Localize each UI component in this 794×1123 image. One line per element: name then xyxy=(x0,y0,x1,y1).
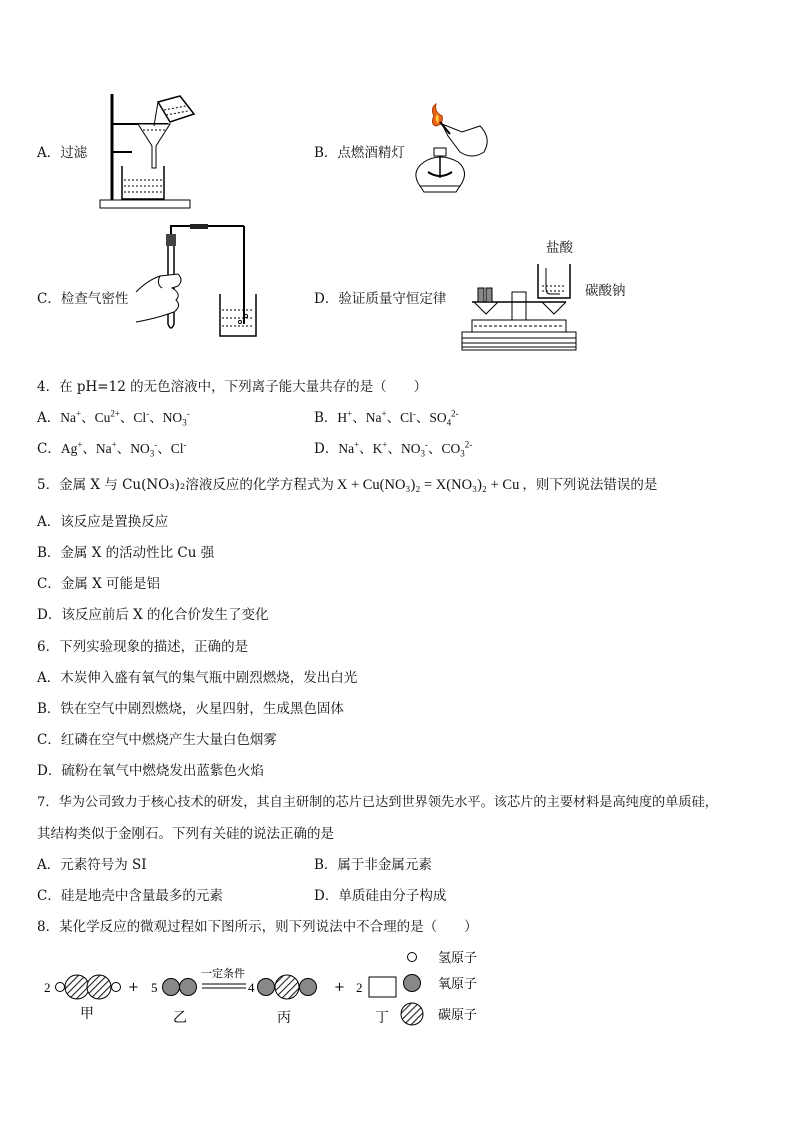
filtration-apparatus-figure xyxy=(98,88,208,213)
q8-stem: 8．某化学反应的微观过程如下图所示，则下列说法中不合理的是（ ） xyxy=(37,919,478,935)
ion-formula: Na+ xyxy=(365,408,387,425)
ion-formula: Na+ xyxy=(95,439,117,456)
separator: 、 xyxy=(359,441,373,457)
oxygen-atom xyxy=(163,979,180,996)
balance-figure xyxy=(462,258,578,354)
ion-formula: Na+ xyxy=(338,439,360,456)
legend-oxygen-label: 氧原子 xyxy=(438,977,478,992)
q7-option-a: A．元素符号为 SI xyxy=(37,857,147,873)
ion-formula: $SO_4^{2-}$ xyxy=(429,408,459,428)
coef-yi: 5 xyxy=(151,980,158,995)
q3-option-d: D．验证质量守恒定律 xyxy=(314,291,447,307)
label-jia: 甲 xyxy=(80,1006,94,1022)
q6-stem: 6．下列实验现象的描述，正确的是 xyxy=(37,639,249,655)
option-prefix: D． xyxy=(314,441,339,457)
ion-formula: Cl- xyxy=(133,408,150,425)
ion-formula: $NO_3^-$ xyxy=(162,408,190,428)
legend-carbon-icon xyxy=(401,1003,423,1025)
oxygen-atom xyxy=(180,979,197,996)
q4-option-d xyxy=(314,437,472,459)
hcl-label: 盐酸 xyxy=(546,240,573,256)
q6-option-a: A．木炭伸入盛有氧气的集气瓶中剧烈燃烧，发出白光 xyxy=(37,670,358,686)
carbon-atom xyxy=(87,975,111,999)
q7-stem-line1: 7．华为公司致力于核心技术的研发，其自主研制的芯片已达到世界领先水平。该芯片的主要材料是高纯度的单质硅， xyxy=(37,795,718,810)
q5-equation: X + Cu(NO₃)₂ = X(NO₃)₂ + Cu xyxy=(336,477,520,493)
hydrogen-atom xyxy=(112,983,121,992)
separator: 、 xyxy=(415,410,430,426)
option-prefix: A． xyxy=(37,410,61,426)
q7-option-d: D．单质硅由分子构成 xyxy=(314,888,447,904)
legend-carbon-label: 碳原子 xyxy=(438,1008,478,1023)
q3-option-a: A．过滤 xyxy=(37,145,88,161)
separator: 、 xyxy=(352,410,366,426)
q3-option-b: B．点燃酒精灯 xyxy=(314,145,405,161)
ion-formula: Na+ xyxy=(60,408,82,425)
plus-sign: + xyxy=(334,980,345,995)
q5-option-c: C．金属 X 可能是铝 xyxy=(37,576,161,592)
ion-formula: $NO_3^-$ xyxy=(400,439,428,459)
carbon-atom xyxy=(65,975,89,999)
q7-stem-line2: 其结构类似于金刚石。下列有关硅的说法正确的是 xyxy=(37,826,334,842)
q5-stem xyxy=(37,473,657,494)
ion-formula: K+ xyxy=(372,439,388,456)
condition-label: 一定条件 xyxy=(201,967,245,980)
reaction-diagram xyxy=(0,940,794,1040)
coef-jia: 2 xyxy=(44,980,51,995)
sodium-carbonate-label: 碳酸钠 xyxy=(585,283,626,299)
ion-formula: Ag+ xyxy=(60,439,83,456)
ion-formula: $Cu^{2+}$ xyxy=(94,408,120,425)
label-ding: 丁 xyxy=(375,1010,389,1026)
separator: 、 xyxy=(82,441,96,457)
hydrogen-atom xyxy=(56,983,65,992)
q5-option-a: A．该反应是置换反应 xyxy=(37,514,169,530)
coef-bing: 4 xyxy=(248,980,255,995)
ion-formula: Cl- xyxy=(400,408,416,425)
legend-oxygen-icon xyxy=(404,975,421,992)
alcohol-lamp-figure xyxy=(404,104,494,196)
unknown-molecule-box xyxy=(369,977,396,997)
legend-hydrogen-icon xyxy=(408,953,417,962)
q5-option-d: D．该反应前后 X 的化合价发生了变化 xyxy=(37,607,269,623)
q7-option-c: C．硅是地壳中含量最多的元素 xyxy=(37,888,223,904)
separator: 、 xyxy=(387,441,401,457)
oxygen-atom xyxy=(258,979,275,996)
oxygen-atom xyxy=(300,979,317,996)
q5-option-b: B．金属 X 的活动性比 Cu 强 xyxy=(37,545,215,561)
separator: 、 xyxy=(119,410,134,426)
ion-formula: $NO_3^-$ xyxy=(130,439,158,459)
q7-option-b: B．属于非金属元素 xyxy=(314,857,432,873)
q4-option-a xyxy=(37,406,190,428)
option-prefix: B． xyxy=(314,410,338,426)
q6-option-c: C．红磷在空气中燃烧产生大量白色烟雾 xyxy=(37,732,277,748)
coef-ding: 2 xyxy=(356,980,363,995)
separator: 、 xyxy=(386,410,401,426)
airtightness-check-figure xyxy=(132,224,272,340)
label-bing: 丙 xyxy=(277,1010,291,1026)
plus-sign: + xyxy=(128,980,139,995)
legend-hydrogen-label: 氢原子 xyxy=(438,951,478,966)
separator: 、 xyxy=(81,410,95,426)
q3-option-c: C．检查气密性 xyxy=(37,291,129,307)
separator: 、 xyxy=(427,441,442,457)
q4-option-b xyxy=(314,406,459,428)
q4-option-c xyxy=(37,437,187,459)
separator: 、 xyxy=(149,410,163,426)
ion-formula: Cl- xyxy=(170,439,187,456)
label-yi: 乙 xyxy=(173,1010,187,1026)
q6-option-b: B．铁在空气中剧烈燃烧，火星四射，生成黑色固体 xyxy=(37,701,344,717)
carbon-atom xyxy=(275,975,299,999)
q4-stem: 4．在 pH=12 的无色溶液中，下列离子能大量共存的是（ ） xyxy=(37,379,428,395)
ion-formula: $CO_3^{2-}$ xyxy=(441,439,473,459)
q6-option-d: D．硫粉在氧气中燃烧发出蓝紫色火焰 xyxy=(37,763,264,779)
separator: 、 xyxy=(116,441,131,457)
ion-formula: H+ xyxy=(337,408,353,425)
option-prefix: C． xyxy=(37,441,61,457)
q5-stem-pre: 5．金属 X 与 Cu(NO₃)₂溶液反应的化学方程式为 xyxy=(37,477,334,493)
q5-stem-post: ，则下列说法错误的是 xyxy=(522,477,658,493)
separator: 、 xyxy=(157,441,171,457)
